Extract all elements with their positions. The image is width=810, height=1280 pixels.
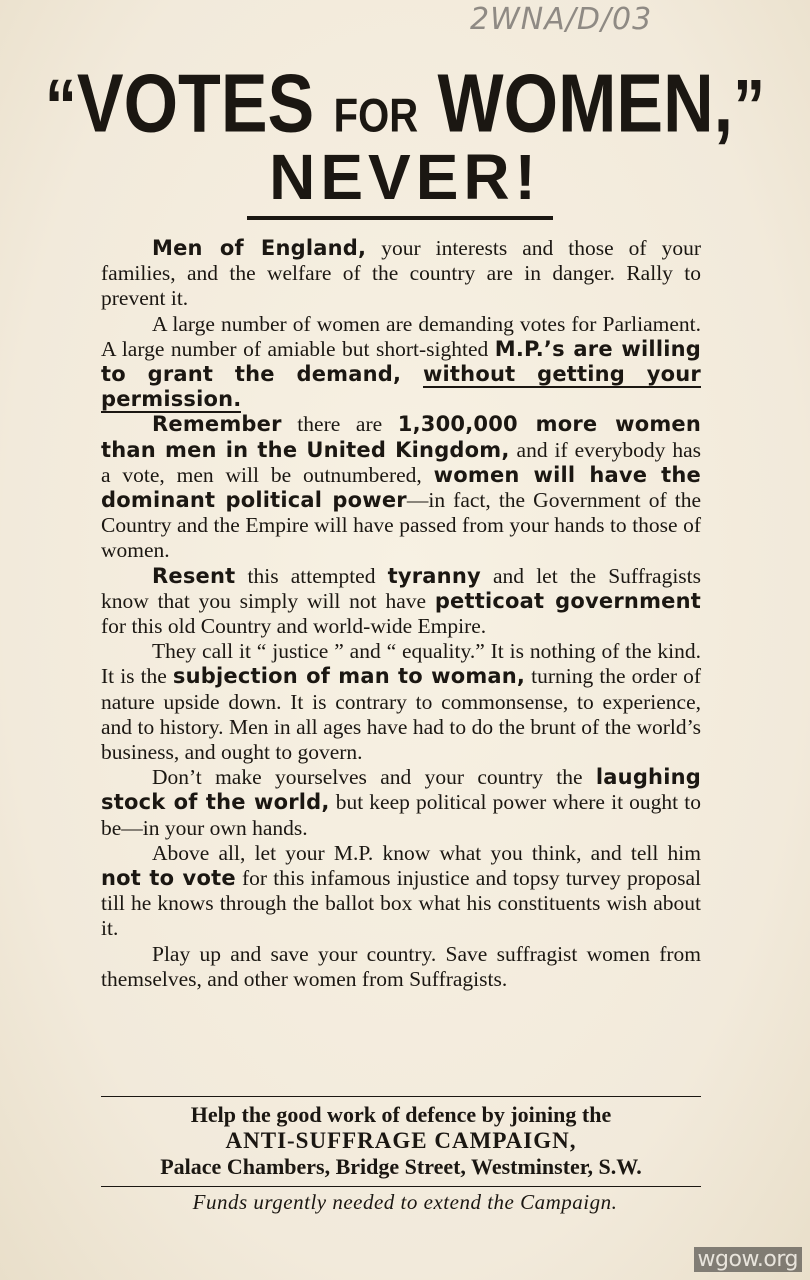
top-divider <box>247 216 553 220</box>
paragraph <box>101 639 701 765</box>
text-run: Don’t make yourselves and your country the <box>152 765 596 790</box>
title-votes: VOTES <box>76 57 315 150</box>
title-for: FOR <box>333 90 419 143</box>
funds-appeal: Funds urgently needed to extend the Campaign. <box>192 1190 618 1214</box>
title-never: NEVER! <box>269 141 541 213</box>
text-run: your interests and those of your families, and the welfare of the country are in danger. Rally to prevent it. <box>101 236 701 311</box>
bold-run: not to vote <box>101 866 236 891</box>
bold-run: Men of England, <box>152 236 367 260</box>
paragraph <box>101 312 701 413</box>
text-run: for this infamous injustice and topsy turvey proposal till he knows through the ballot box what his constituents wish about it. <box>101 866 701 941</box>
text-run: Play up and save your country. Save suffragist women from themselves, and other women from Suffragists. <box>101 941 701 991</box>
text-run: but keep political power where it ought to be—in your own hands. <box>101 790 701 840</box>
bold-run: 1,300,000 more women than men in the United Kingdom, <box>101 412 701 462</box>
text-run: —in fact, the Government of the Country and the Empire will have passed from your hands to those of women. <box>101 488 701 563</box>
bold-run: Remember <box>152 412 282 437</box>
bold-run: M.P.’s are willing to grant the demand, <box>101 336 701 387</box>
text-run: for this old Country and world-wide Empire. <box>101 614 487 639</box>
bold-run: Resent <box>152 563 236 588</box>
title-open-quote: “ <box>44 63 77 149</box>
bold-run: subjection of man to woman, <box>172 664 526 689</box>
text-run: and if everybody has a vote, men will be outnumbered, <box>101 437 701 487</box>
footer <box>96 1102 706 1180</box>
paragraph <box>101 412 701 563</box>
text-run: turning the order of nature upside down. It is contrary to commonsense, to experience, and to history. Men in all ages have had to do the brunt of the world’s business, and ought to govern. <box>101 664 701 765</box>
paragraph <box>101 942 701 992</box>
bottom-divider <box>101 1186 701 1187</box>
text-run: Above all, let your M.P. know what you think, and tell him <box>152 840 701 865</box>
footer-campaign-name: ANTI-SUFFRAGE CAMPAIGN, <box>225 1128 577 1153</box>
text-run: this attempted <box>235 563 388 588</box>
text-run: A large number of women are demanding votes for Parliament. A large number of amiable but short-sighted <box>101 311 701 361</box>
footer-divider <box>101 1096 701 1097</box>
bold-run: petticoat government <box>434 588 701 613</box>
text-run: They call it “ justice ” and “ equality.” It is nothing of the kind. It is the <box>101 639 701 689</box>
title-close-quote: ” <box>733 63 766 149</box>
footer-address: Palace Chambers, Bridge Street, Westminster, S.W. <box>160 1154 642 1179</box>
text-run: and let the Suffragists know that you simply will not have <box>101 563 701 613</box>
paragraph <box>101 236 701 312</box>
bold-run: laughing stock of the world, <box>101 765 701 815</box>
text-run: there are <box>281 412 398 437</box>
watermark: wgow.org <box>694 1247 802 1272</box>
archive-reference: 2WNA/D/03 <box>470 2 653 37</box>
underlined-bold-run: without getting your permission. <box>101 362 701 412</box>
bold-run: women will have the dominant political power <box>101 462 701 513</box>
paragraph <box>101 564 701 640</box>
bold-run: tyranny <box>387 563 481 588</box>
leaflet-body <box>101 236 701 992</box>
paragraph <box>101 765 701 841</box>
title-women: WOMEN, <box>437 57 734 150</box>
footer-line-join: Help the good work of defence by joining the <box>190 1102 612 1127</box>
paragraph <box>101 841 701 942</box>
